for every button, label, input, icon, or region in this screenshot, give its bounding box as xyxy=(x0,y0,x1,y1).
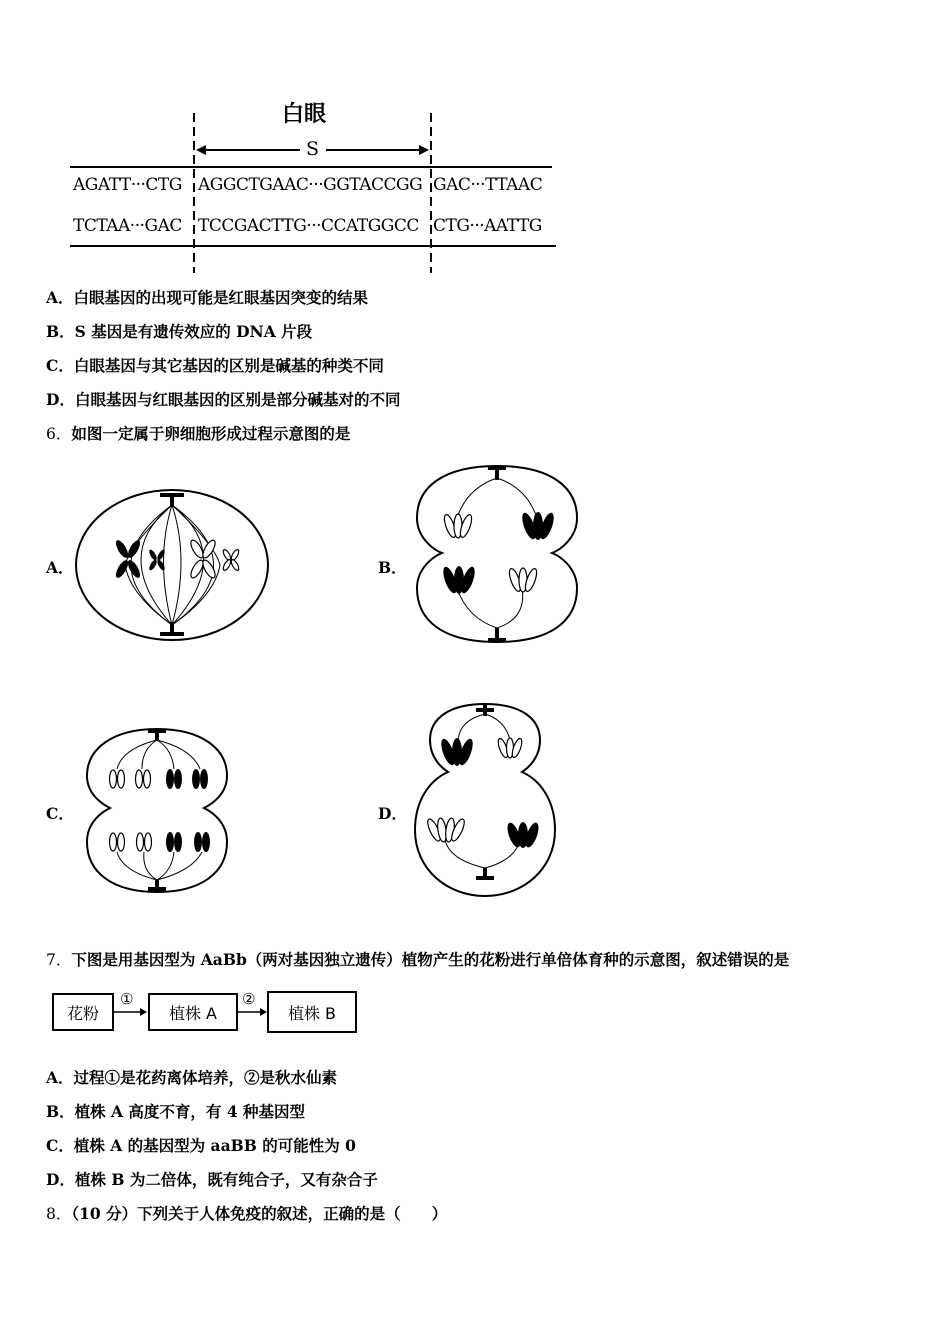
q6-option-c-label: C． xyxy=(46,804,74,823)
option-text: 植株 B 为二倍体，既有纯合子，又有杂合子 xyxy=(74,1170,378,1189)
cell-diagram-c xyxy=(82,724,232,896)
flow-box-plant-b: 植株 B xyxy=(267,991,357,1033)
cell-diagram-d xyxy=(410,700,560,900)
option-text: 白眼基因与其它基因的区别是碱基的种类不同 xyxy=(73,356,384,375)
q7-option-d xyxy=(46,1168,378,1190)
q5-option-c xyxy=(46,354,384,376)
strand-bottom-right: CTG···AATTG xyxy=(433,216,542,236)
option-text: 植株 A 高度不育，有 4 种基因型 xyxy=(74,1102,306,1121)
q6-option-d-label: D． xyxy=(378,804,407,823)
cell-diagram-b xyxy=(412,458,582,648)
question-number: 8． xyxy=(46,1205,72,1223)
option-label: C． xyxy=(46,356,74,375)
q5-option-d xyxy=(46,388,400,410)
option-label: A． xyxy=(46,288,74,307)
option-text: S 基因是有遗传效应的 DNA 片段 xyxy=(74,322,313,341)
strand-top-right: GAC···TTAAC xyxy=(433,175,543,195)
option-text: 白眼基因与红眼基因的区别是部分碱基对的不同 xyxy=(74,390,401,409)
option-label: A． xyxy=(46,1068,74,1087)
q5-option-a xyxy=(46,286,368,308)
question-text: 如图一定属于卵细胞形成过程示意图的是 xyxy=(71,424,351,443)
q7-option-c xyxy=(46,1134,356,1156)
option-text: 植株 A 的基因型为 aaBB 的可能性为 0 xyxy=(73,1136,356,1155)
question-number: 7． xyxy=(46,951,72,969)
option-label: B． xyxy=(46,1102,75,1121)
q6-option-b-label: B． xyxy=(378,558,407,577)
option-text: 白眼基因的出现可能是红眼基因突变的结果 xyxy=(73,288,369,307)
q7-option-a xyxy=(46,1066,337,1088)
option-label: B． xyxy=(46,322,75,341)
flow-box-pollen: 花粉 xyxy=(52,993,114,1031)
strand-bottom-left: TCTAA···GAC xyxy=(73,216,182,236)
strand-top-middle: AGGCTGAAC···GGTACCGG xyxy=(198,175,423,195)
flow-box-plant-a: 植株 A xyxy=(148,993,238,1031)
question-text: （10 分）下列关于人体免疫的叙述，正确的是（ ） xyxy=(71,1204,448,1223)
q7-stem xyxy=(46,948,789,970)
q6-stem xyxy=(46,422,350,444)
q7-option-b xyxy=(46,1100,305,1122)
option-label: C． xyxy=(46,1136,74,1155)
strand-bottom-middle: TCCGACTTG···CCATGGCC xyxy=(198,216,419,236)
cell-diagram-a xyxy=(70,485,275,645)
strand-top-left: AGATT···CTG xyxy=(73,175,182,195)
flow-step-2: ② xyxy=(242,990,256,1008)
q5-option-b xyxy=(46,320,312,342)
option-text: 过程①是花药离体培养，②是秋水仙素 xyxy=(73,1068,338,1087)
dna-figure xyxy=(60,95,560,275)
dna-title: 白眼 xyxy=(282,102,327,127)
option-label: D． xyxy=(46,390,75,409)
breeding-flowchart xyxy=(50,990,360,1036)
option-label: D． xyxy=(46,1170,75,1189)
q8-stem xyxy=(46,1202,447,1224)
question-number: 6． xyxy=(46,425,72,443)
flow-step-1: ① xyxy=(120,990,134,1008)
q6-option-a-label: A． xyxy=(46,558,74,577)
question-text: 下图是用基因型为 AaBb（两对基因独立遗传）植物产生的花粉进行单倍体育种的示意图，叙述错误的是 xyxy=(71,950,790,969)
segment-label: S xyxy=(306,138,320,160)
